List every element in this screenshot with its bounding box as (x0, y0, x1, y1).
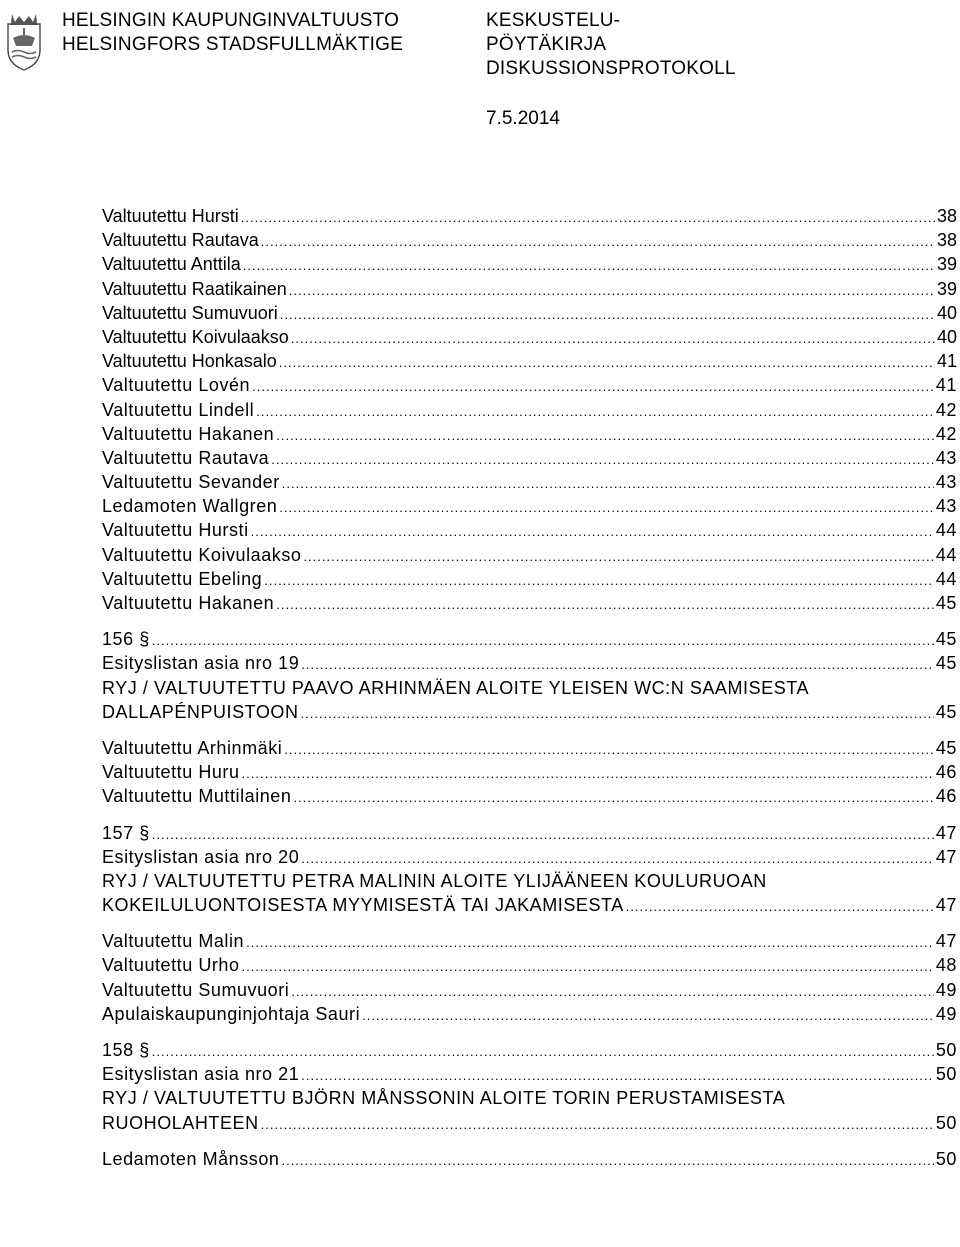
toc-entry (102, 398, 957, 422)
toc-leader-dots (261, 1113, 934, 1137)
toc-entry (102, 494, 957, 518)
toc-leader-dots (276, 424, 934, 448)
toc-page-number: 39 (936, 254, 957, 275)
toc-page-number: 41 (936, 351, 957, 372)
toc-page-number: 41 (935, 375, 957, 396)
toc-page-number: 42 (935, 399, 957, 420)
toc-page-number: 45 (935, 593, 957, 613)
toc-entry-text: RUOHOLAHTEEN (102, 1112, 259, 1133)
document-type-line-3: DISKUSSIONSPROTOKOLL (486, 58, 736, 79)
toc-leader-dots (271, 448, 934, 472)
toc-leader-dots (152, 629, 934, 653)
toc-leader-dots (301, 702, 934, 726)
organization-name-finnish: HELSINGIN KAUPUNGINVALTUUSTO (62, 10, 400, 31)
toc-entry (102, 1111, 957, 1135)
toc-page-number: 40 (936, 302, 957, 323)
toc-leader-dots (301, 653, 934, 677)
toc-entry (102, 821, 957, 845)
toc-page-number: 44 (935, 568, 957, 589)
toc-leader-dots (280, 303, 935, 327)
toc-page-number: 42 (935, 423, 957, 444)
toc-entry-text: DALLAPÉNPUISTOON (102, 701, 299, 722)
toc-entry-text: Ledamoten Wallgren (102, 496, 278, 517)
toc-leader-dots (152, 823, 934, 847)
toc-page-number: 45 (935, 737, 957, 758)
toc-page-number: 50 (935, 1064, 957, 1085)
toc-entry-text: Valtuutettu Rautava (102, 230, 259, 251)
toc-leader-dots (152, 1040, 934, 1064)
toc-page-number: 43 (935, 472, 957, 493)
toc-entry-text: Valtuutettu Hakanen (102, 423, 275, 444)
toc-entry (102, 591, 957, 615)
toc-leader-dots (264, 569, 934, 593)
toc-entry-text: Valtuutettu Sumuvuori (102, 302, 278, 323)
toc-page-number: 43 (935, 496, 957, 517)
toc-entry-text: Valtuutettu Sevander (102, 472, 280, 493)
toc-entry (102, 349, 957, 373)
toc-entry-text: Valtuutettu Hursti (102, 206, 239, 226)
toc-leader-dots (252, 375, 934, 399)
document-type-line-2: PÖYTÄKIRJA (486, 34, 607, 55)
organization-name (62, 9, 403, 57)
toc-leader-dots (279, 496, 934, 520)
toc-leader-dots (251, 520, 934, 544)
toc-entry-text: Valtuutettu Rautava (102, 447, 270, 468)
toc-page-number: 45 (935, 653, 957, 674)
toc-entry-text: Esityslistan asia nro 20 (102, 846, 300, 867)
document-type (486, 9, 736, 81)
toc-entry (102, 651, 957, 675)
toc-leader-dots (291, 327, 935, 351)
toc-page-number: 38 (936, 206, 957, 226)
toc-leader-dots (301, 1064, 934, 1088)
toc-page-number: 49 (935, 979, 957, 1000)
toc-entry-text: Esityslistan asia nro 21 (102, 1064, 300, 1085)
toc-entry (102, 1062, 957, 1086)
toc-entry (102, 325, 957, 349)
toc-page-number: 45 (935, 629, 957, 650)
toc-leader-dots (279, 351, 935, 375)
toc-entry-text: Valtuutettu Muttilainen (102, 786, 292, 807)
helsinki-crest-logo (4, 2, 44, 72)
document-date: 7.5.2014 (486, 108, 560, 129)
toc-entry (102, 953, 957, 977)
toc-leader-dots (301, 847, 934, 871)
toc-leader-dots (261, 230, 935, 254)
toc-leader-dots (241, 206, 935, 230)
toc-entry-text: Apulaiskaupunginjohtaja Sauri (102, 1003, 361, 1024)
toc-page-number: 40 (936, 326, 957, 347)
toc-entry-text: Valtuutettu Koivulaakso (102, 544, 302, 565)
toc-page-number: 43 (935, 447, 957, 468)
toc-entry-text: Valtuutettu Hakanen (102, 593, 275, 613)
toc-entry-text: Valtuutettu Ebeling (102, 568, 263, 589)
toc-entry-text: Valtuutettu Honkasalo (102, 351, 277, 372)
toc-entry-text: 157 § (102, 822, 150, 843)
toc-page-number: 38 (936, 230, 957, 251)
toc-entry (102, 277, 957, 301)
toc-entry (102, 700, 957, 724)
organization-name-swedish: HELSINGFORS STADSFULLMÄKTIGE (62, 34, 403, 55)
toc-entry (102, 422, 957, 446)
toc-entry (102, 518, 957, 542)
toc-leader-dots (293, 786, 933, 810)
toc-page-number: 44 (935, 520, 957, 541)
toc-entry (102, 1002, 957, 1026)
toc-leader-dots (281, 1149, 933, 1173)
toc-leader-dots (362, 1004, 934, 1028)
toc-entry (102, 929, 957, 953)
toc-leader-dots (242, 955, 934, 979)
toc-entry (102, 567, 957, 591)
toc-entry-text: Valtuutettu Lindell (102, 399, 255, 420)
toc-entry (102, 446, 957, 470)
toc-entry (102, 373, 957, 397)
toc-entry-text: Valtuutettu Anttila (102, 254, 241, 275)
toc-page-number: 46 (935, 786, 957, 807)
table-of-contents (102, 204, 957, 1171)
toc-page-number: 47 (935, 895, 957, 916)
toc-entry (102, 204, 957, 228)
toc-entry-text: Valtuutettu Raatikainen (102, 278, 287, 299)
toc-entry-text: 158 § (102, 1040, 150, 1060)
toc-entry (102, 301, 957, 325)
toc-entry-text: Valtuutettu Arhinmäki (102, 737, 283, 758)
toc-page-number: 39 (936, 278, 957, 299)
toc-entry-text: Valtuutettu Huru (102, 762, 240, 783)
toc-entry-text: Valtuutettu Urho (102, 955, 240, 976)
toc-page-number: 50 (935, 1040, 957, 1060)
toc-page-number: 50 (935, 1112, 957, 1133)
toc-page-number: 50 (935, 1148, 957, 1169)
toc-page-number: 47 (935, 846, 957, 867)
toc-entry-heading-line: RYJ / VALTUUTETTU PETRA MALININ ALOITE YLIJÄÄNEEN KOULURUOAN (102, 870, 767, 891)
toc-entry-text: Esityslistan asia nro 19 (102, 653, 300, 674)
toc-entry-text: Valtuutettu Hursti (102, 520, 249, 541)
toc-page-number: 47 (935, 931, 957, 952)
toc-entry (102, 1038, 957, 1062)
toc-entry (102, 627, 957, 651)
toc-entry-text: 156 § (102, 629, 150, 650)
toc-entry (102, 543, 957, 567)
toc-entry (102, 470, 957, 494)
toc-entry (102, 978, 957, 1002)
toc-entry-text: Valtuutettu Lovén (102, 375, 251, 396)
toc-leader-dots (626, 895, 934, 919)
toc-entry-text: Valtuutettu Koivulaakso (102, 326, 289, 347)
toc-entry (102, 1147, 957, 1171)
toc-page-number: 44 (935, 544, 957, 565)
toc-leader-dots (291, 980, 934, 1004)
toc-entry (102, 760, 957, 784)
toc-leader-dots (284, 738, 934, 762)
toc-leader-dots (289, 279, 935, 303)
toc-page-number: 47 (935, 822, 957, 843)
toc-leader-dots (242, 762, 934, 786)
toc-entry (102, 845, 957, 869)
toc-entry-text: Valtuutettu Malin (102, 931, 245, 952)
toc-entry-heading-line: RYJ / VALTUUTETTU BJÖRN MÅNSSONIN ALOITE TORIN PERUSTAMISESTA (102, 1088, 786, 1109)
toc-page-number: 49 (935, 1003, 957, 1024)
toc-leader-dots (256, 400, 934, 424)
toc-page-number: 46 (935, 762, 957, 783)
toc-leader-dots (282, 472, 934, 496)
document-type-line-1: KESKUSTELU- (486, 10, 621, 31)
toc-entry-text: Valtuutettu Sumuvuori (102, 979, 290, 1000)
toc-entry (102, 784, 957, 808)
toc-leader-dots (243, 254, 935, 278)
toc-leader-dots (276, 593, 934, 617)
toc-entry (102, 252, 957, 276)
toc-entry (102, 228, 957, 252)
toc-entry (102, 893, 957, 917)
toc-page-number: 48 (935, 955, 957, 976)
toc-entry-text: KOKEILULUONTOISESTA MYYMISESTÄ TAI JAKAMISESTA (102, 895, 624, 916)
toc-entry-text: Ledamoten Månsson (102, 1148, 280, 1169)
toc-entry (102, 736, 957, 760)
toc-leader-dots (246, 931, 934, 955)
toc-entry-heading-line: RYJ / VALTUUTETTU PAAVO ARHINMÄEN ALOITE YLEISEN WC:N SAAMISESTA (102, 677, 810, 698)
toc-page-number: 45 (935, 701, 957, 722)
toc-leader-dots (303, 545, 933, 569)
